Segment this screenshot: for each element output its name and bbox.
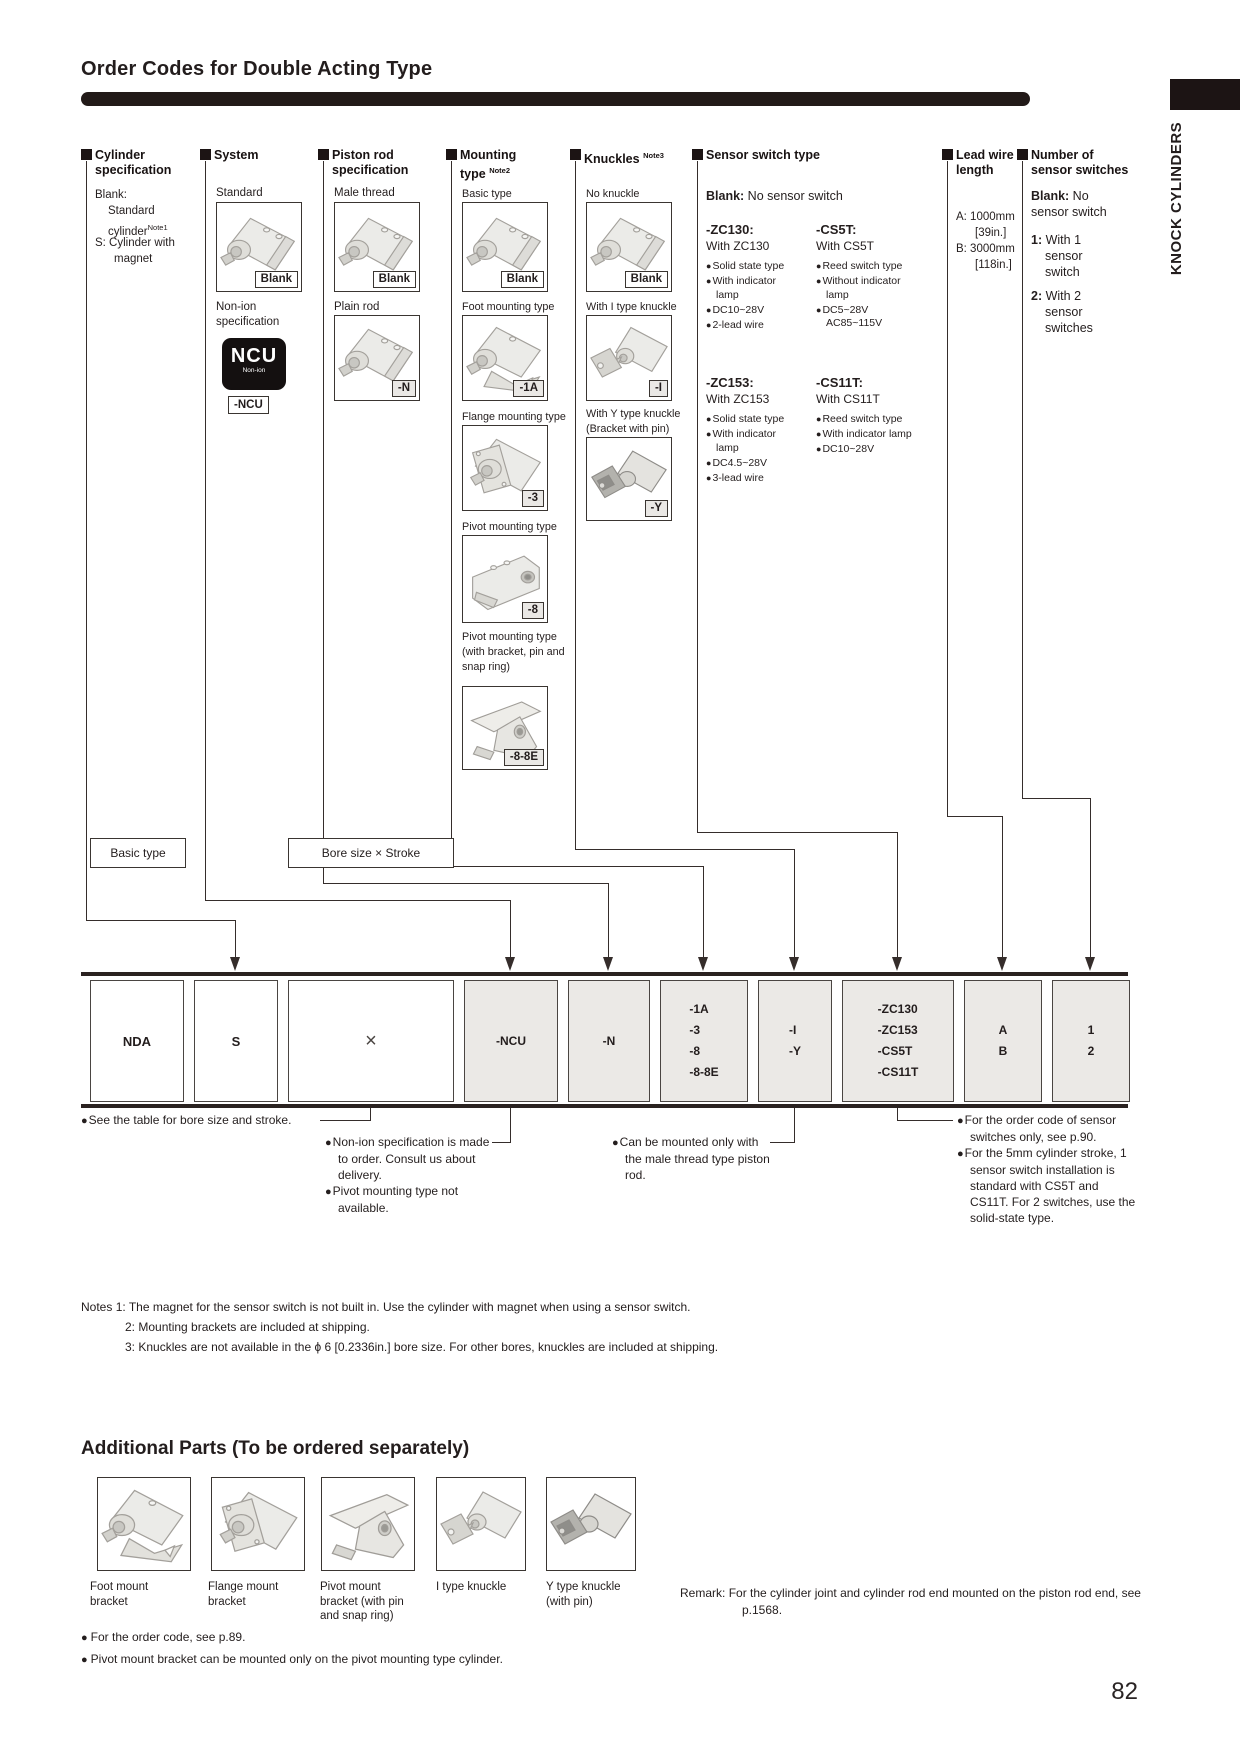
header-line: Number of <box>1031 148 1094 162</box>
footnote-text: ● Non-ion specification is made to order. Consult us about delivery. <box>325 1134 490 1183</box>
order-code-badge: -8 <box>522 602 544 619</box>
sensor-name: With CS11T <box>816 392 880 406</box>
order-code-badge: -N <box>392 380 416 397</box>
count-text: With 2 sensor switches <box>1042 289 1093 335</box>
option-label: Male thread <box>334 187 395 199</box>
footnote-connector <box>492 1142 510 1143</box>
code-option: B <box>998 1044 1008 1058</box>
sensor-specs <box>706 260 798 334</box>
order-code-badge: -1A <box>513 380 544 397</box>
part-image-i-knuckle <box>436 1477 526 1571</box>
lead-line: A: 1000mm <box>956 211 1015 223</box>
connector-line <box>697 832 897 833</box>
part-label <box>436 1580 506 1595</box>
footnote-connector <box>897 1120 953 1121</box>
notes-row <box>81 1300 690 1315</box>
sensor-name: With ZC153 <box>706 392 770 406</box>
ncu-logo-text: NCU <box>230 345 278 367</box>
part-label-line: bracket <box>208 1595 246 1608</box>
header-line: Knuckles <box>584 152 640 167</box>
bullet-square-icon <box>318 149 329 160</box>
count-code: 2: <box>1031 289 1043 303</box>
connector-line <box>897 832 898 958</box>
product-image-pivot-bracket <box>462 686 548 770</box>
product-image-plain-rod <box>334 315 420 401</box>
header-line: type <box>460 167 486 182</box>
sensor-blank-text: No sensor switch <box>744 189 843 203</box>
part-photo <box>214 1480 302 1568</box>
spec-item: ● 3-lead wire <box>706 472 798 486</box>
note-text: Knuckles are not available in the ϕ 6 [0.2336in.] bore size. For other bores, knuckles are included at shipping. <box>138 1340 719 1354</box>
part-label-line: Y type knuckle <box>546 1581 621 1593</box>
connector-line <box>703 866 704 958</box>
product-image-flange-mount <box>462 425 548 511</box>
part-image-y-knuckle <box>546 1477 636 1571</box>
page-title: Order Codes for Double Acting Type <box>81 58 433 80</box>
note-ref: Note3 <box>643 151 664 160</box>
order-code-badge: -8-8E <box>504 749 544 766</box>
bullet-square-icon <box>81 149 92 160</box>
product-image-y-knuckle <box>586 437 672 521</box>
connector-line <box>86 920 235 921</box>
code-option: 1 <box>1087 1023 1095 1037</box>
connector-line <box>323 161 324 883</box>
order-code-badge: Blank <box>625 271 668 288</box>
additional-bullet: ● Pivot mount bracket can be mounted only on the pivot mounting type cylinder. <box>81 1652 503 1668</box>
code-option: -Y <box>789 1044 801 1058</box>
code-stack <box>1088 1020 1095 1062</box>
part-label <box>546 1580 621 1609</box>
option-label: With I type knuckle <box>586 301 677 313</box>
part-label-line: Pivot mount <box>320 1581 381 1593</box>
code-stack <box>789 1020 801 1062</box>
footnote-text: ● For the 5mm cylinder stroke, 1 sensor switch installation is standard with CS5T and CS11T. For 2 switches, use the solid-state type. <box>957 1145 1137 1226</box>
basic-type-label: Basic type <box>90 838 186 868</box>
connector-line <box>510 900 511 958</box>
spec-item: ● Reed switch type <box>816 413 912 427</box>
product-image-basic <box>462 202 548 292</box>
option-label: specification <box>216 316 280 328</box>
part-label-line: bracket <box>90 1595 128 1608</box>
product-image-male-thread <box>334 202 420 292</box>
notes-row <box>125 1320 370 1335</box>
code-option: -I <box>789 1023 797 1037</box>
footnote-connector <box>794 1108 795 1143</box>
footnote-text: ● See the table for bore size and stroke. <box>81 1112 331 1129</box>
part-label <box>320 1580 404 1624</box>
spec-item: ● DC5~28V AC85~115V <box>816 304 912 331</box>
footnote-non-ion <box>325 1134 490 1216</box>
connector-line <box>1022 161 1023 798</box>
code-cell-mounting <box>660 980 748 1102</box>
part-label-line: Foot mount <box>90 1581 149 1593</box>
code-option: 2 <box>1087 1044 1095 1058</box>
code-cell-sensor <box>842 980 954 1102</box>
option-label: Flange mounting type <box>462 411 566 423</box>
connector-arrow <box>603 957 613 971</box>
count-option <box>1031 188 1119 220</box>
sensor-blank-code: Blank: <box>706 189 745 203</box>
header-line: sensor switches <box>1031 163 1129 177</box>
remark-text: For the cylinder joint and cylinder rod end mounted on the piston rod end, see p.1568. <box>728 1586 1141 1617</box>
footnote-connector <box>897 1108 898 1121</box>
ncu-logo <box>222 338 286 390</box>
cylspec-line: S: Cylinder with <box>95 237 175 249</box>
part-photo <box>549 1480 633 1568</box>
option-label: (Bracket with pin) <box>586 423 670 435</box>
code-option: -8 <box>689 1044 700 1058</box>
table-bottom-rule <box>81 1104 1128 1108</box>
code-cell-system: -NCU <box>464 980 558 1102</box>
code-option: A <box>998 1023 1008 1037</box>
option-label: (with bracket, pin and <box>462 646 565 658</box>
option-label: Basic type <box>462 188 512 200</box>
sensor-specs <box>816 260 912 332</box>
option-label: Pivot mounting type <box>462 631 557 643</box>
side-tab-label: KNOCK CYLINDERS <box>1168 121 1185 276</box>
remark <box>680 1585 1142 1619</box>
option-label: With Y type knuckle <box>586 408 681 420</box>
code-option: -CS5T <box>877 1044 913 1058</box>
note-ref: Note2 <box>489 166 511 175</box>
option-label: Standard <box>216 187 263 199</box>
connector-line <box>205 161 206 900</box>
count-text: With 1 sensor switch <box>1042 233 1083 279</box>
connector-arrow <box>1085 957 1095 971</box>
note-number: 2: <box>125 1320 136 1334</box>
col-header-piston-rod <box>332 148 408 178</box>
option-label: Foot mounting type <box>462 301 555 313</box>
order-code-badge: -I <box>649 380 668 397</box>
sensor-specs <box>706 413 798 487</box>
note-text: Mounting brackets are included at shipping. <box>138 1320 370 1334</box>
cylspec-text: cylinder <box>108 225 148 238</box>
note-ref: Note1 <box>147 223 168 232</box>
part-label-line: I type knuckle <box>436 1581 507 1593</box>
footnote-knuckle <box>612 1134 772 1183</box>
count-code: Blank: <box>1031 189 1070 203</box>
code-option: -3 <box>689 1023 700 1037</box>
header-line: specification <box>95 163 172 177</box>
col-header-mounting-type <box>460 148 516 182</box>
sensor-code: -ZC153: <box>706 375 754 390</box>
order-code-badge: Blank <box>255 271 298 288</box>
part-photo <box>100 1480 188 1568</box>
additional-bullet: ● For the order code, see p.89. <box>81 1630 245 1646</box>
lead-line: [118in.] <box>975 259 1012 271</box>
code-option: -CS11T <box>877 1065 919 1079</box>
code-option: -8-8E <box>689 1065 719 1079</box>
cylspec-line: magnet <box>114 253 153 265</box>
connector-arrow <box>230 957 240 971</box>
connector-line <box>697 161 698 832</box>
col-header-knuckles <box>584 148 664 167</box>
code-stack <box>878 999 919 1083</box>
code-cell-magnet: S <box>194 980 278 1102</box>
part-label-line: and snap ring) <box>320 1610 394 1622</box>
connector-line <box>323 883 608 884</box>
product-image-i-knuckle <box>586 315 672 401</box>
cylspec-line: Blank: <box>95 189 127 201</box>
table-top-rule <box>81 972 1128 976</box>
part-image-flange-bracket <box>211 1477 305 1571</box>
note-number: 3: <box>125 1340 136 1354</box>
connector-line <box>1022 798 1090 799</box>
connector-line <box>794 849 795 958</box>
option-label: No knuckle <box>586 188 640 200</box>
footnote-connector <box>510 1108 511 1143</box>
connector-line <box>575 161 576 849</box>
spec-item: ● DC10~28V <box>816 443 912 457</box>
product-image-foot-mount <box>462 315 548 401</box>
spec-item: ● With indicator lamp <box>706 275 798 302</box>
code-cell-piston: -N <box>568 980 650 1102</box>
header-line: Piston rod <box>332 148 394 162</box>
part-label <box>208 1580 278 1609</box>
col-header-lead-wire <box>956 148 1014 178</box>
notes-label: Notes <box>81 1300 113 1314</box>
connector-line <box>1090 798 1091 958</box>
connector-line <box>947 161 948 816</box>
footnote-text: ● Pivot mounting type not available. <box>325 1183 490 1216</box>
ncu-logo-subtext: Non-ion <box>242 367 266 374</box>
header-line: length <box>956 163 994 177</box>
connector-arrow <box>789 957 799 971</box>
code-cell-lead <box>964 980 1042 1102</box>
spec-item: ● DC10~28V <box>706 304 798 318</box>
header-line: Mounting <box>460 148 517 162</box>
connector-line <box>608 883 609 958</box>
part-label-line: Flange mount <box>208 1581 279 1593</box>
sensor-name: With CS5T <box>816 239 875 253</box>
connector-line <box>947 816 1002 817</box>
sensor-code: -CS11T: <box>816 375 863 390</box>
bore-stroke-label: Bore size × Stroke <box>288 838 454 868</box>
connector-line <box>86 161 87 920</box>
footnote-sensor <box>957 1112 1137 1226</box>
sensor-code: -CS5T: <box>816 222 857 237</box>
connector-line <box>1002 816 1003 958</box>
footnote-text: ● Can be mounted only with the male thread type piston rod. <box>612 1134 772 1183</box>
spec-item: ● Reed switch type <box>816 260 912 274</box>
additional-parts-heading: Additional Parts (To be ordered separately) <box>81 1438 470 1459</box>
option-label: Non-ion <box>216 301 257 313</box>
connector-arrow <box>997 957 1007 971</box>
product-image-no-knuckle <box>586 202 672 292</box>
spec-item: ● DC4.5~28V <box>706 457 798 471</box>
col-header-cylinder-spec <box>95 148 171 178</box>
note-text: The magnet for the sensor switch is not built in. Use the cylinder with magnet when using a sensor switch. <box>128 1300 691 1314</box>
code-stack <box>999 1020 1008 1062</box>
code-cell-bore-stroke: × <box>288 980 454 1102</box>
code-option: -ZC153 <box>877 1023 918 1037</box>
header-line: Sensor switch type <box>706 148 820 162</box>
count-option <box>1031 288 1115 336</box>
part-photo <box>324 1480 412 1568</box>
remark-label: Remark: <box>680 1586 726 1600</box>
footnote-connector <box>370 1108 371 1121</box>
count-text: No sensor switch <box>1031 189 1107 219</box>
order-code-badge: Blank <box>501 271 544 288</box>
option-label: Plain rod <box>334 301 380 313</box>
bullet-square-icon <box>942 149 953 160</box>
spec-item: ● 2-lead wire <box>706 319 798 333</box>
bullet-square-icon <box>200 149 211 160</box>
sensor-blank-line <box>706 189 843 204</box>
sensor-specs <box>816 413 912 458</box>
order-code-badge: -3 <box>522 490 544 507</box>
title-rule <box>81 92 1030 106</box>
code-stack <box>689 999 718 1083</box>
col-header-sensor-switch <box>706 148 820 163</box>
part-label-line: (with pin) <box>546 1595 593 1608</box>
count-option <box>1031 232 1115 280</box>
footnote-text: ● For the order code of sensor switches only, see p.90. <box>957 1112 1137 1145</box>
order-code-badge: -NCU <box>228 396 269 414</box>
option-label: snap ring) <box>462 661 511 673</box>
page-number: 82 <box>1111 1678 1138 1705</box>
bullet-square-icon <box>446 149 457 160</box>
col-header-system <box>214 148 258 163</box>
code-cell-knuckle <box>758 980 832 1102</box>
spec-item: ● Without indicator lamp <box>816 275 912 302</box>
sensor-code: -ZC130: <box>706 222 754 237</box>
connector-line <box>451 161 452 866</box>
code-option: -ZC130 <box>877 1002 918 1016</box>
header-line: Lead wire <box>956 148 1014 162</box>
connector-line <box>575 849 794 850</box>
order-code-badge: Blank <box>373 271 416 288</box>
part-image-pivot-bracket <box>321 1477 415 1571</box>
connector-line <box>205 900 510 901</box>
product-image-pivot-mount <box>462 535 548 623</box>
footnote-bore-stroke <box>81 1112 331 1129</box>
code-option: -1A <box>689 1002 709 1016</box>
bullet-square-icon <box>692 149 703 160</box>
connector-arrow <box>892 957 902 971</box>
spec-item: ● With indicator lamp <box>706 428 798 455</box>
code-cell-model: NDA <box>90 980 184 1102</box>
footnote-connector <box>770 1142 794 1143</box>
note-number: 1: <box>115 1300 126 1314</box>
part-photo <box>439 1480 523 1568</box>
lead-line: B: 3000mm <box>956 243 1015 255</box>
col-header-switch-count <box>1031 148 1128 178</box>
bullet-square-icon <box>1017 149 1028 160</box>
connector-line <box>235 920 236 958</box>
part-label-line: bracket (with pin <box>320 1595 404 1608</box>
cylspec-line: Standard <box>108 205 155 217</box>
product-image-standard <box>216 202 302 292</box>
header-line: System <box>214 148 259 162</box>
connector-arrow <box>505 957 515 971</box>
bullet-square-icon <box>570 149 581 160</box>
sensor-name: With ZC130 <box>706 239 770 253</box>
notes-row <box>125 1340 718 1355</box>
part-image-foot-bracket <box>97 1477 191 1571</box>
connector-arrow <box>698 957 708 971</box>
part-label <box>90 1580 148 1609</box>
header-line: Cylinder <box>95 148 146 162</box>
header-line: specification <box>332 163 409 177</box>
spec-item: ● Solid state type <box>706 260 798 274</box>
option-label: Pivot mounting type <box>462 521 557 533</box>
side-tab-marker <box>1170 79 1240 110</box>
order-code-badge: -Y <box>645 500 669 517</box>
spec-item: ● Solid state type <box>706 413 798 427</box>
count-code: 1: <box>1031 233 1043 247</box>
connector-line <box>451 866 703 867</box>
spec-item: ● With indicator lamp <box>816 428 912 442</box>
code-cell-count <box>1052 980 1130 1102</box>
lead-line: [39in.] <box>975 227 1007 239</box>
